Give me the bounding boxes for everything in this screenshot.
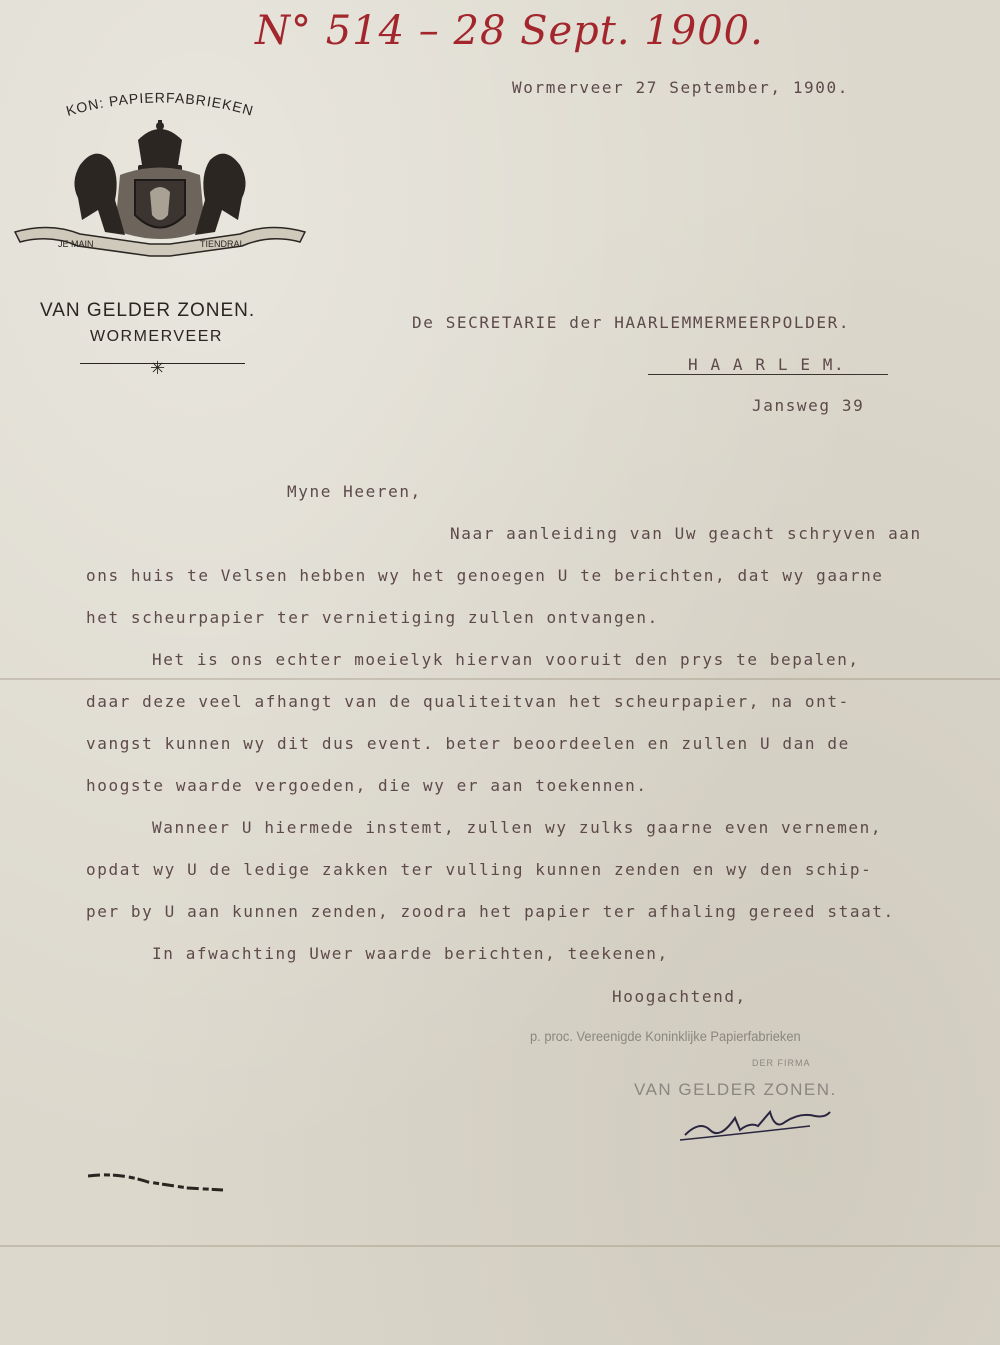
body-line: Naar aanleiding van Uw geacht schryven aan [450, 524, 922, 543]
closing: Hoogachtend, [612, 987, 747, 1006]
stamp-line-3: VAN GELDER ZONEN. [634, 1080, 837, 1099]
stamp-line-1: p. proc. Vereenigde Koninklijke Papierfabrieken [530, 1028, 801, 1044]
body-line: Wanneer U hiermede instemt, zullen wy zulks gaarne even vernemen, [152, 818, 883, 837]
date-line: Wormerveer 27 September, 1900. [512, 78, 849, 97]
signature-icon [680, 1100, 840, 1150]
body-line: vangst kunnen wy dit dus event. beter beoordeelen en zullen U dan de [86, 734, 850, 753]
ink-smudge [88, 1168, 228, 1198]
body-line: In afwachting Uwer waarde berichten, teekenen, [152, 944, 669, 963]
body-line: per by U aan kunnen zenden, zoodra het papier ter afhaling gereed staat. [86, 902, 895, 921]
handwritten-reference: N° 514 – 28 Sept. 1900. [255, 8, 764, 54]
stamp-line-2: DER FIRMA [752, 1058, 811, 1068]
paper-fold-upper [0, 678, 1000, 680]
paper-fold-lower [0, 1245, 1000, 1247]
body-line: het scheurpapier ter vernietiging zullen ontvangen. [86, 608, 659, 627]
recipient-line-3: Jansweg 39 [752, 396, 865, 415]
recipient-line-1: De SECRETARIE der HAARLEMMERMEERPOLDER. [412, 313, 851, 332]
body-line: ons huis te Velsen hebben wy het genoegen U te berichten, dat wy gaarne [86, 566, 884, 585]
coat-of-arms-icon [10, 120, 310, 260]
star-ornament-icon: ✳ [150, 358, 166, 379]
svg-text:KON: PAPIERFABRIEKEN: KON: PAPIERFABRIEKEN [64, 90, 256, 119]
letterhead [10, 90, 310, 390]
body-line: opdat wy U de ledige zakken ter vulling kunnen zenden en wy den schip- [86, 860, 873, 879]
motto-left: JE MAIN [58, 239, 94, 249]
company-place: WORMERVEER [90, 328, 223, 345]
body-line: hoogste waarde vergoeden, die wy er aan toekennen. [86, 776, 648, 795]
recipient-underline [648, 374, 888, 375]
recipient-line-2: H A A R L E M. [688, 355, 846, 374]
body-line: Het is ons echter moeielyk hiervan vooruit den prys te bepalen, [152, 650, 860, 669]
body-line: daar deze veel afhangt van de qualiteitvan het scheurpapier, na ont- [86, 692, 850, 711]
salutation: Myne Heeren, [287, 482, 422, 501]
company-name: VAN GELDER ZONEN. [40, 300, 256, 321]
motto-right: TIENDRAI [200, 239, 243, 249]
